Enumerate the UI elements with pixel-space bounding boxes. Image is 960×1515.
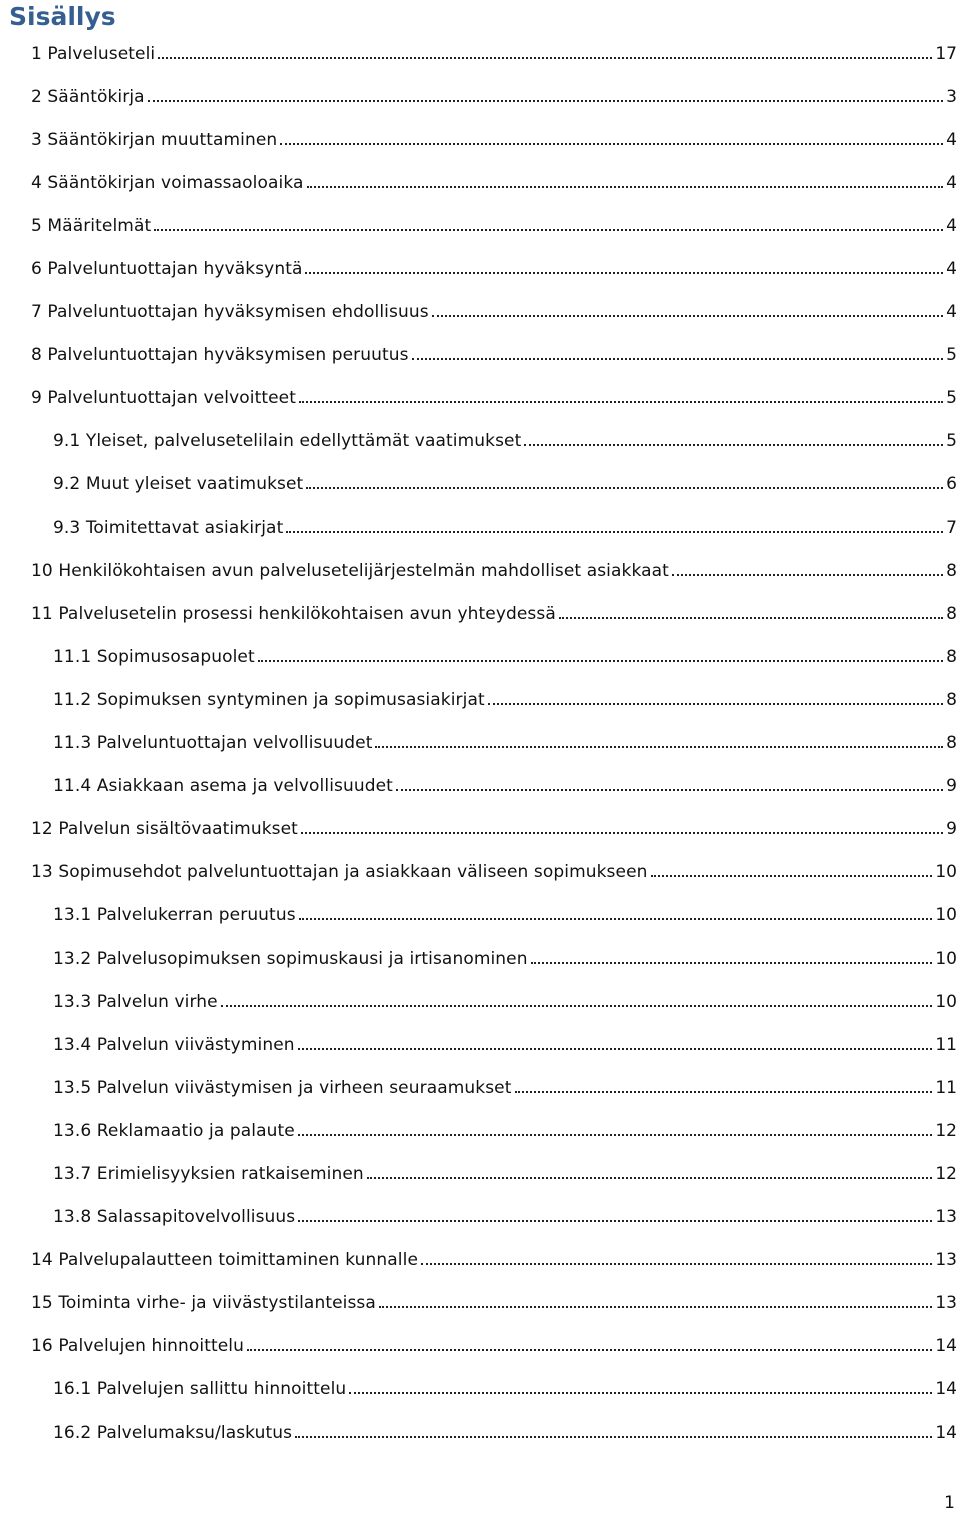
dot-leader <box>306 487 943 489</box>
toc-entry-page: 14 <box>935 1379 957 1400</box>
toc-entry-title: 13 Sopimusehdot palveluntuottajan ja asiakkaan väliseen sopimukseen <box>31 862 648 883</box>
toc-heading: Sisällys <box>9 2 116 31</box>
toc-entry-page: 11 <box>935 1034 957 1055</box>
toc-entry-page: 4 <box>946 302 957 323</box>
toc-entry[interactable] <box>0 1023 960 1066</box>
toc-entry-title: 13.2 Palvelusopimuksen sopimuskausi ja irtisanominen <box>53 948 528 969</box>
toc-entry-title: 13.7 Erimielisyyksien ratkaiseminen <box>53 1163 364 1184</box>
toc-entry-page: 17 <box>935 43 957 64</box>
toc-entry-page: 5 <box>946 345 957 366</box>
toc-entry[interactable] <box>0 161 960 204</box>
toc-entry-page: 9 <box>946 819 957 840</box>
toc-entry[interactable] <box>0 291 960 334</box>
dot-leader <box>559 617 943 619</box>
toc-entry-title: 13.8 Salassapitovelvollisuus <box>53 1207 296 1228</box>
toc-entry-page: 4 <box>946 215 957 236</box>
dot-leader <box>298 1220 932 1222</box>
toc-entry[interactable] <box>0 334 960 377</box>
toc-entry[interactable] <box>0 463 960 506</box>
toc-entry[interactable] <box>0 32 960 75</box>
toc-entry[interactable] <box>0 506 960 549</box>
toc-entry[interactable] <box>0 678 960 721</box>
toc-entry-page: 12 <box>935 1120 957 1141</box>
toc-entry-page: 10 <box>935 991 957 1012</box>
dot-leader <box>375 746 943 748</box>
toc-entry[interactable] <box>0 635 960 678</box>
dot-leader <box>286 531 943 533</box>
dot-leader <box>515 1091 933 1093</box>
dot-leader <box>299 918 933 920</box>
toc-entry-title: 13.5 Palvelun viivästymisen ja virheen seuraamukset <box>53 1077 512 1098</box>
dot-leader <box>247 1349 932 1351</box>
toc-entry[interactable] <box>0 808 960 851</box>
toc-entry-title: 6 Palveluntuottajan hyväksyntä <box>31 259 303 280</box>
toc-entry-title: 3 Sääntökirjan muuttaminen <box>31 129 278 150</box>
dot-leader <box>158 57 932 59</box>
toc-entry-page: 8 <box>946 646 957 667</box>
dot-leader <box>651 875 933 877</box>
toc-entry[interactable] <box>0 204 960 247</box>
toc-entry-title: 11.4 Asiakkaan asema ja velvollisuudet <box>53 776 393 797</box>
toc-entry[interactable] <box>0 1196 960 1239</box>
dot-leader <box>379 1306 932 1308</box>
toc-entry-page: 4 <box>946 172 957 193</box>
toc-entry[interactable] <box>0 1152 960 1195</box>
toc-entry-title: 5 Määritelmät <box>31 215 152 236</box>
toc-entry[interactable] <box>0 377 960 420</box>
toc-entry[interactable] <box>0 894 960 937</box>
toc-entry-title: 16.2 Palvelumaksu/laskutus <box>53 1422 293 1443</box>
toc-entry-title: 9.2 Muut yleiset vaatimukset <box>53 474 304 495</box>
dot-leader <box>148 100 943 102</box>
dot-leader <box>531 962 933 964</box>
dot-leader <box>349 1392 932 1394</box>
toc-entry[interactable] <box>0 1109 960 1152</box>
dot-leader <box>221 1005 933 1007</box>
dot-leader <box>299 401 943 403</box>
toc-entry-title: 11 Palvelusetelin prosessi henkilökohtaisen avun yhteydessä <box>31 603 556 624</box>
toc-entry[interactable] <box>0 247 960 290</box>
page-number: 1 <box>944 1493 955 1513</box>
dot-leader <box>280 143 943 145</box>
toc-entry-page: 10 <box>935 862 957 883</box>
dot-leader <box>672 574 943 576</box>
toc-entry-title: 16.1 Palvelujen sallittu hinnoittelu <box>53 1379 347 1400</box>
dot-leader <box>298 1134 933 1136</box>
toc-entry-page: 14 <box>935 1422 957 1443</box>
toc-entry-page: 4 <box>946 259 957 280</box>
toc-entry[interactable] <box>0 1282 960 1325</box>
toc-entry-page: 4 <box>946 129 957 150</box>
toc-entry[interactable] <box>0 75 960 118</box>
toc-entry-page: 8 <box>946 560 957 581</box>
toc-entry[interactable] <box>0 1325 960 1368</box>
dot-leader <box>301 832 943 834</box>
toc-entry-title: 15 Toiminta virhe- ja viivästystilanteissa <box>31 1293 376 1314</box>
dot-leader <box>154 229 943 231</box>
toc-entry-title: 1 Palveluseteli <box>31 43 156 64</box>
toc-entry-title: 9.1 Yleiset, palvelusetelilain edellyttämät vaatimukset <box>53 431 522 452</box>
toc-list <box>0 32 960 1454</box>
toc-entry-title: 11.2 Sopimuksen syntyminen ja sopimusasiakirjat <box>53 689 485 710</box>
toc-entry-page: 6 <box>946 474 957 495</box>
toc-entry-title: 14 Palvelupalautteen toimittaminen kunnalle <box>31 1250 419 1271</box>
toc-entry[interactable] <box>0 1411 960 1454</box>
dot-leader <box>396 789 943 791</box>
dot-leader <box>524 444 943 446</box>
dot-leader <box>258 660 943 662</box>
dot-leader <box>295 1436 932 1438</box>
toc-entry-page: 14 <box>935 1336 957 1357</box>
dot-leader <box>412 358 944 360</box>
toc-entry-title: 4 Sääntökirjan voimassaoloaika <box>31 172 304 193</box>
toc-entry-page: 8 <box>946 689 957 710</box>
toc-entry-title: 13.3 Palvelun virhe <box>53 991 218 1012</box>
toc-entry-title: 13.1 Palvelukerran peruutus <box>53 905 296 926</box>
toc-entry-title: 9 Palveluntuottajan velvoitteet <box>31 388 296 409</box>
toc-entry-title: 12 Palvelun sisältövaatimukset <box>31 819 298 840</box>
dot-leader <box>488 703 943 705</box>
toc-entry-title: 7 Palveluntuottajan hyväksymisen ehdollisuus <box>31 302 429 323</box>
dot-leader <box>305 272 943 274</box>
toc-entry-page: 9 <box>946 776 957 797</box>
toc-entry[interactable] <box>0 765 960 808</box>
toc-entry[interactable] <box>0 851 960 894</box>
toc-entry[interactable] <box>0 1368 960 1411</box>
toc-entry-page: 10 <box>935 905 957 926</box>
toc-entry-page: 13 <box>935 1250 957 1271</box>
dot-leader <box>421 1263 932 1265</box>
toc-entry-title: 2 Sääntökirja <box>31 86 145 107</box>
toc-entry-page: 5 <box>946 431 957 452</box>
toc-entry-title: 10 Henkilökohtaisen avun palvelusetelijärjestelmän mahdolliset asiakkaat <box>31 560 669 581</box>
toc-entry-title: 9.3 Toimitettavat asiakirjat <box>53 517 284 538</box>
dot-leader <box>307 186 944 188</box>
toc-entry-page: 10 <box>935 948 957 969</box>
toc-entry-page: 5 <box>946 388 957 409</box>
toc-entry-title: 8 Palveluntuottajan hyväksymisen peruutus <box>31 345 409 366</box>
toc-entry[interactable] <box>0 722 960 765</box>
toc-entry-page: 13 <box>935 1207 957 1228</box>
toc-entry-title: 13.6 Reklamaatio ja palaute <box>53 1120 295 1141</box>
toc-entry[interactable] <box>0 549 960 592</box>
toc-entry[interactable] <box>0 592 960 635</box>
dot-leader <box>298 1048 933 1050</box>
toc-entry[interactable] <box>0 1066 960 1109</box>
toc-entry-title: 11.3 Palveluntuottajan velvollisuudet <box>53 733 373 754</box>
toc-entry-title: 16 Palvelujen hinnoittelu <box>31 1336 244 1357</box>
toc-entry-page: 13 <box>935 1293 957 1314</box>
toc-entry-title: 13.4 Palvelun viivästyminen <box>53 1034 295 1055</box>
toc-entry-page: 7 <box>946 517 957 538</box>
toc-entry[interactable] <box>0 118 960 161</box>
toc-entry[interactable] <box>0 980 960 1023</box>
toc-entry-page: 12 <box>935 1163 957 1184</box>
toc-entry-page: 8 <box>946 733 957 754</box>
dot-leader <box>432 315 944 317</box>
toc-entry-page: 11 <box>935 1077 957 1098</box>
toc-entry-page: 3 <box>946 86 957 107</box>
toc-entry-title: 11.1 Sopimusosapuolet <box>53 646 255 667</box>
toc-entry[interactable] <box>0 937 960 980</box>
dot-leader <box>367 1177 933 1179</box>
toc-entry-page: 8 <box>946 603 957 624</box>
toc-entry[interactable] <box>0 1239 960 1282</box>
toc-entry[interactable] <box>0 420 960 463</box>
